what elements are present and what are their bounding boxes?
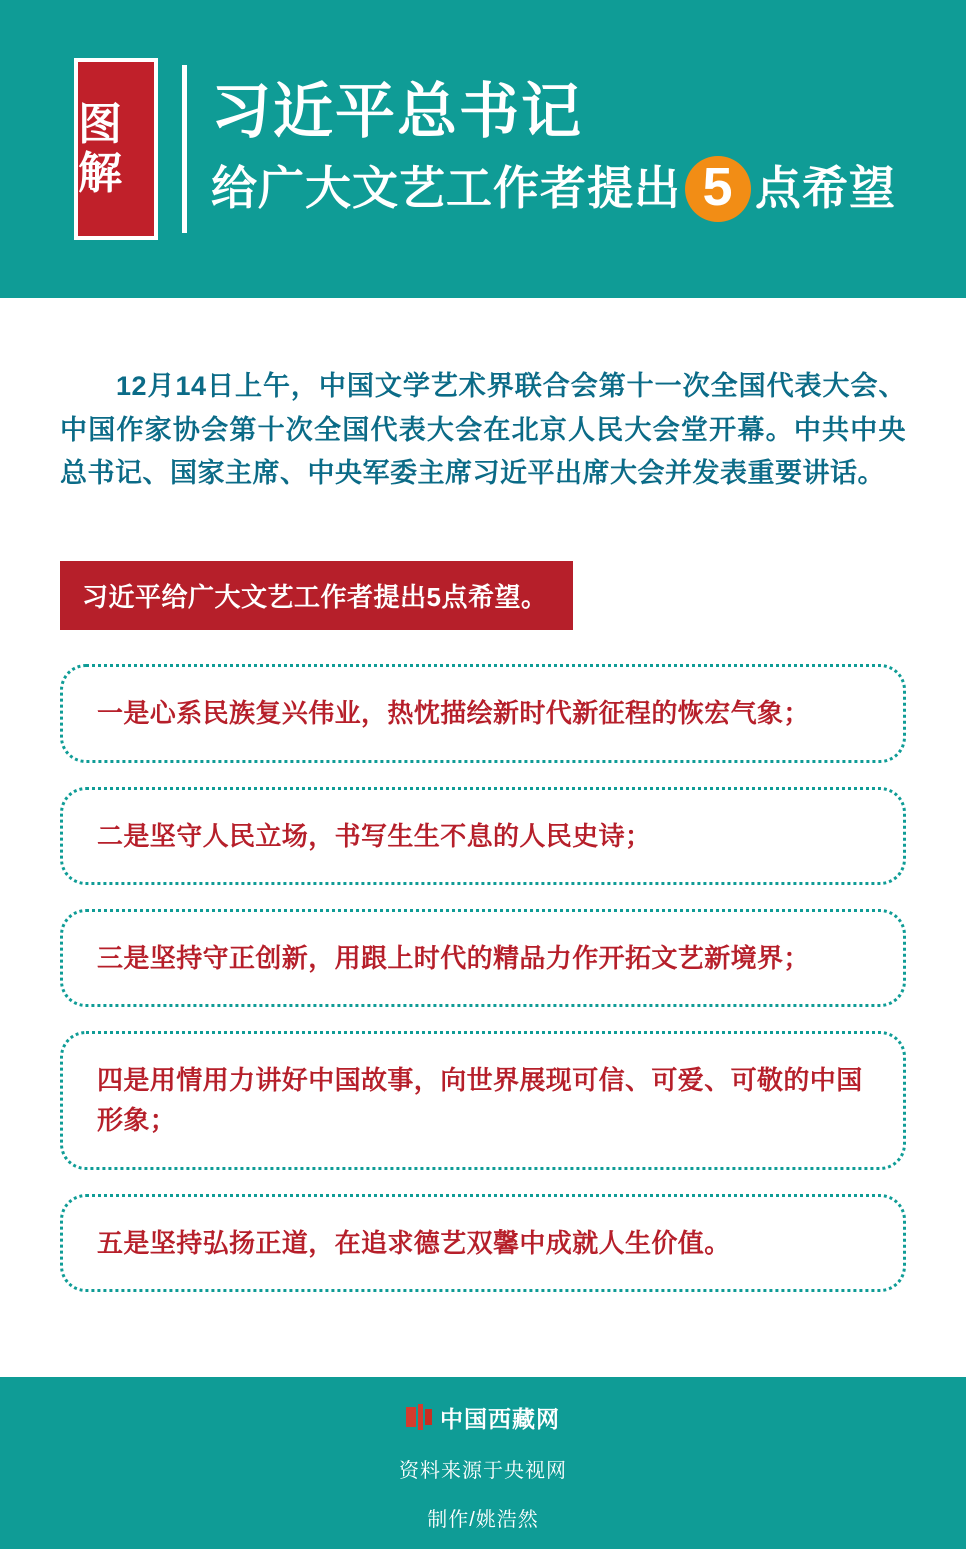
page-title: 习近平总书记 [211,77,583,145]
point-text: 二是坚守人民立场，书写生生不息的人民史诗； [97,820,652,851]
page-subtitle [211,156,896,222]
poster-header [0,0,966,298]
header-title-group [211,77,896,222]
subtitle-suffix: 点希望 [755,162,896,215]
footer-credit: 制作/姚浩然 [427,1508,539,1531]
list-item [60,1031,906,1170]
poster-footer [0,1377,966,1549]
brand-mark-icon [406,1404,432,1430]
header-badge: 图解 [74,58,158,240]
footer-source: 资料来源于央视网 [399,1459,567,1482]
points-list [60,664,906,1292]
list-item [60,909,906,1007]
point-text: 三是坚持守正创新，用跟上时代的精品力作开拓文艺新境界； [97,942,810,973]
list-item [60,1194,906,1292]
footer-brand-label: 中国西藏网 [440,1405,560,1432]
highlight-banner: 习近平给广大文艺工作者提出5点希望。 [60,561,573,630]
subtitle-prefix: 给广大文艺工作者提出 [211,162,681,215]
point-text: 五是坚持弘扬正道，在追求德艺双馨中成就人生价值。 [97,1227,731,1258]
lead-paragraph: 12月14日上午，中国文学艺术界联合会第十一次全国代表大会、中国作家协会第十次全国代表大会在北京人民大会堂开幕。中共中央总书记、国家主席、中央军委主席习近平出席大会并发表重要讲话。 [60,371,906,489]
poster-body [0,298,966,1388]
subtitle-number-badge: 5 [685,156,751,222]
point-text: 一是心系民族复兴伟业，热忱描绘新时代新征程的恢宏气象； [97,698,810,729]
footer-brand [406,1401,560,1434]
list-item [60,787,906,885]
list-item [60,664,906,762]
header-divider [182,65,187,233]
point-text: 四是用情用力讲好中国故事，向世界展现可信、可爱、可敬的中国形象； [97,1065,863,1136]
